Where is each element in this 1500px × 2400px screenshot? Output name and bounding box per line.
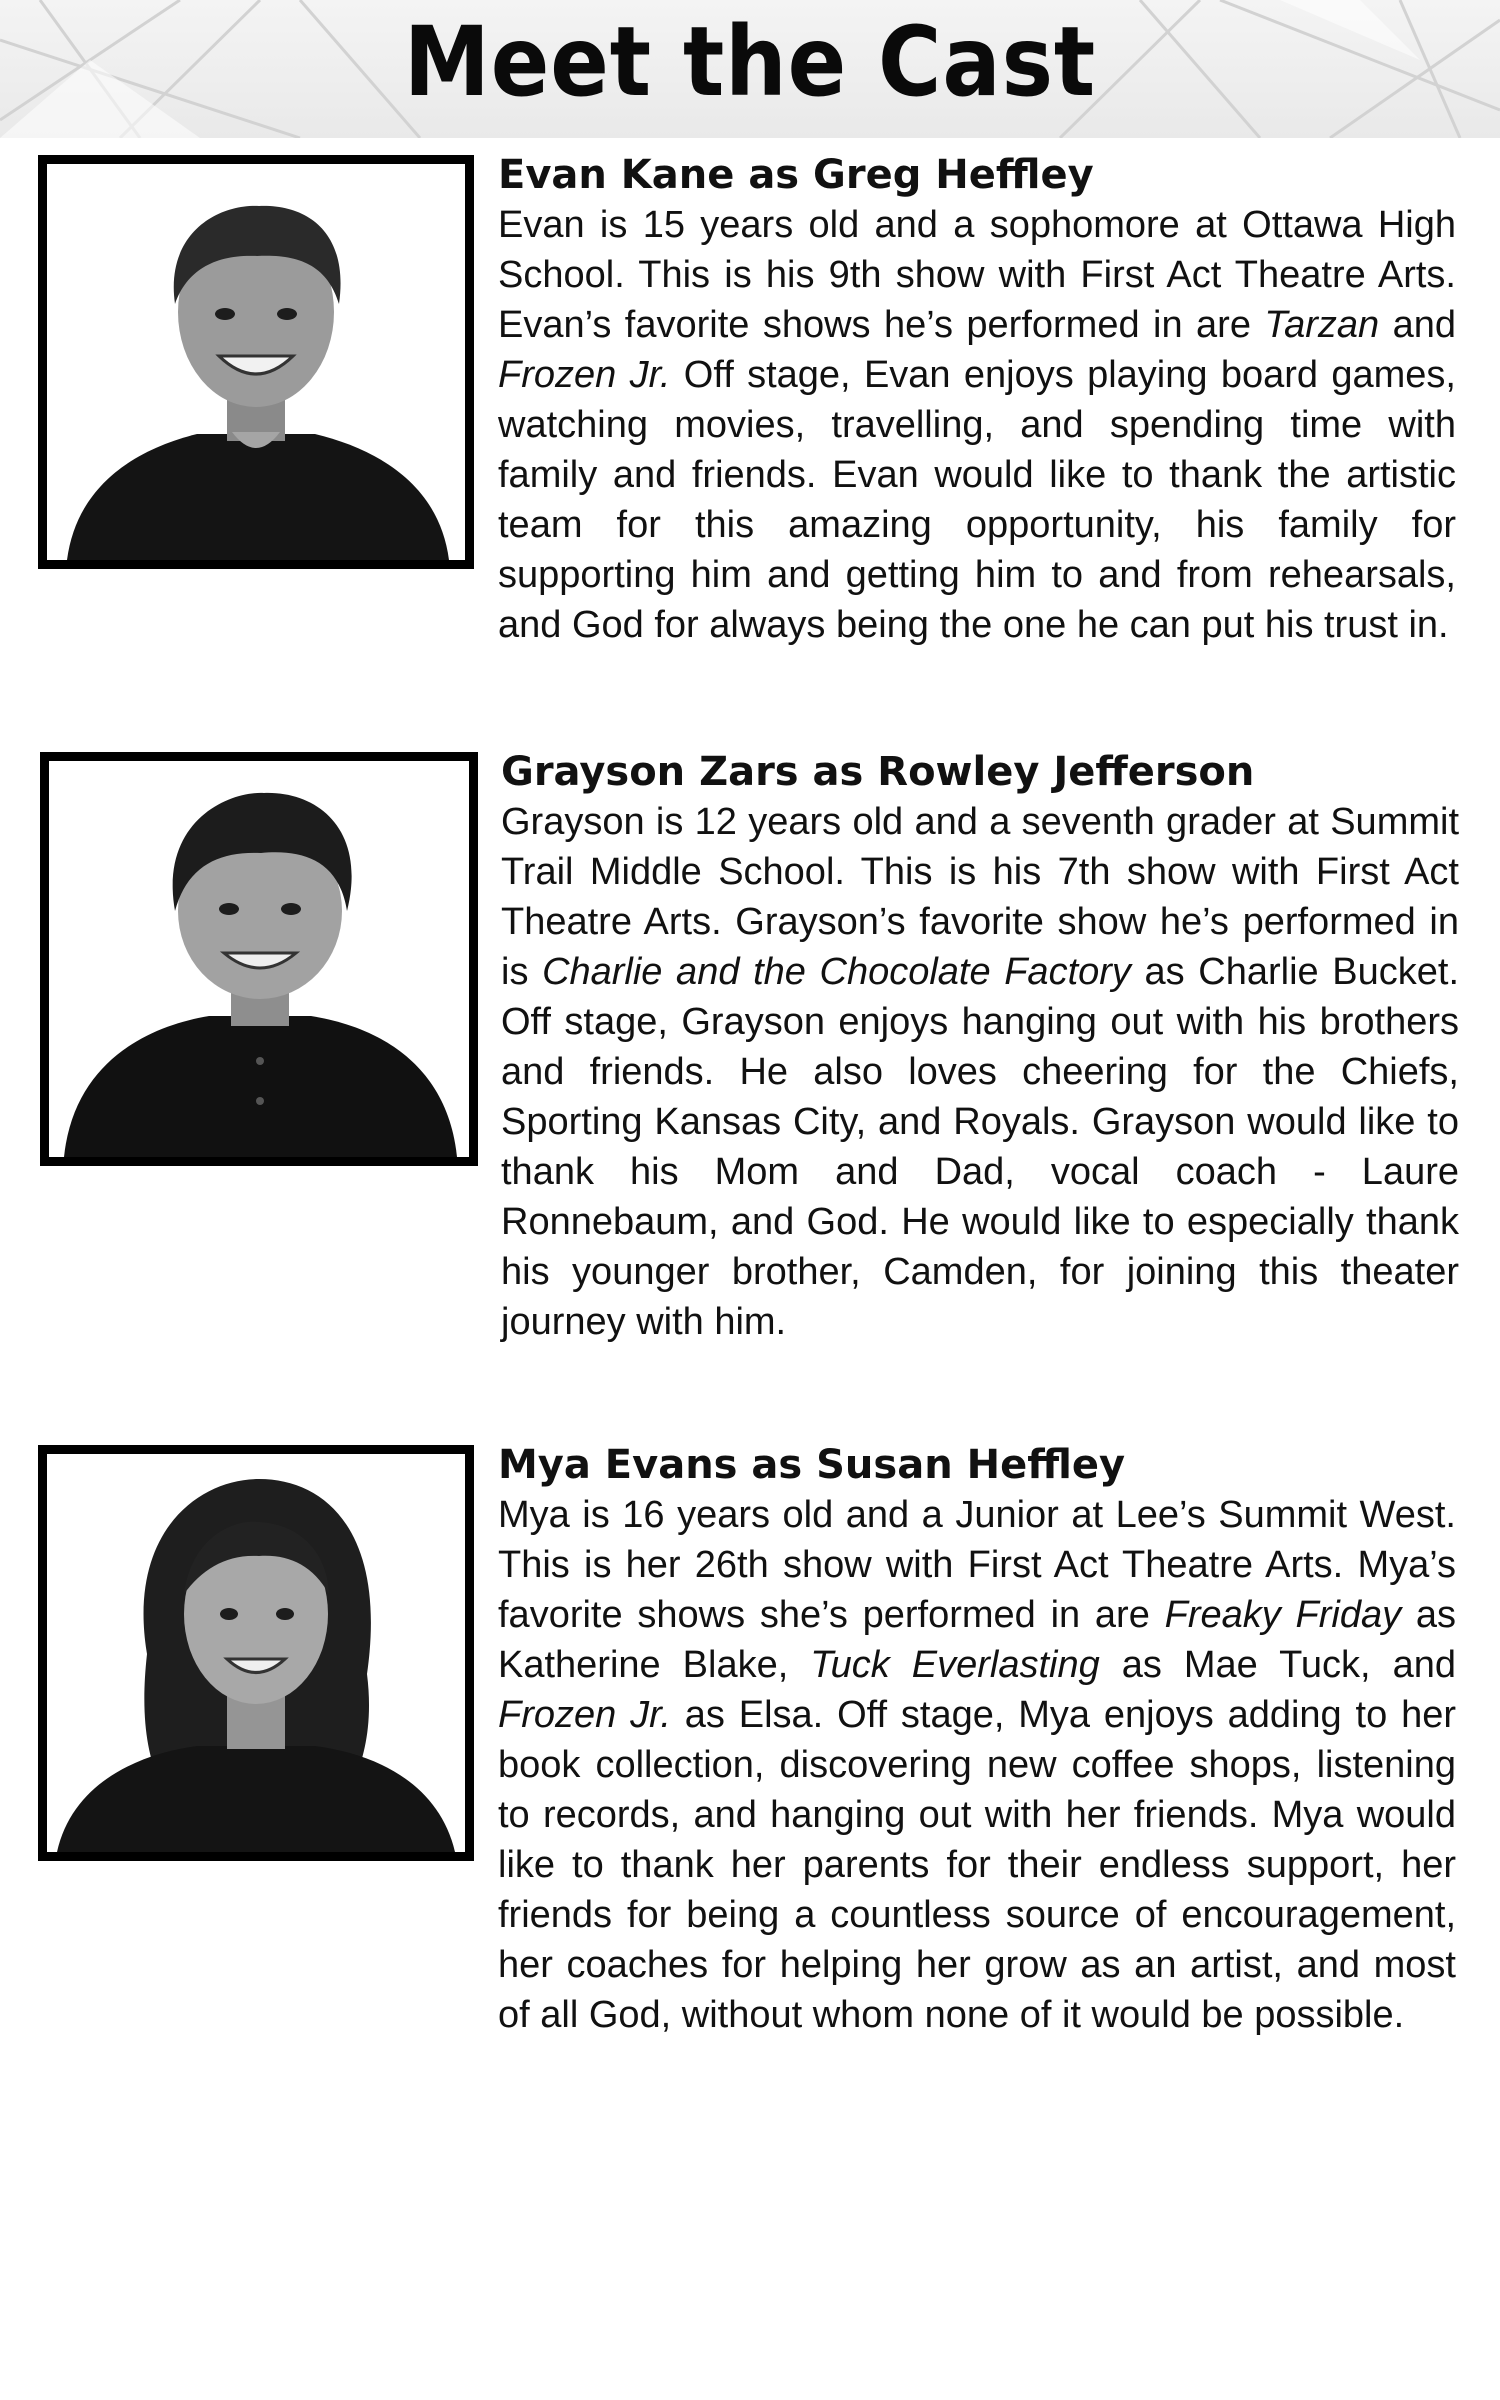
cast-photo — [40, 752, 478, 1166]
show-title: Tarzan — [1264, 304, 1380, 346]
bio-text-run: Grayson is 12 years old and a seventh grader at Summit Trail Middle School. This is his 7th show with First Act Theatre Arts. Grayson’s favorite show he’s performed in is — [501, 801, 1459, 993]
bio-text-run: as Charlie Bucket. Off stage, Grayson enjoys hanging out with his brothers and friends. He also loves cheering for the Chiefs, Sporting Kansas City, and Royals. Grayson would like to thank his Mom and Dad, vocal coach - Laure Ronnebaum, and God. He would like to especially thank his younger brother, Camden, for joining this theater journey with him. — [501, 951, 1459, 1343]
cast-bio — [498, 1440, 1456, 2040]
bio-text-run: Mya is 16 years old and a Junior at Lee’s Summit West. This is her 26th show with First Act Theatre Arts. Mya’s favorite shows she’s performed in are — [498, 1494, 1456, 1636]
bio-text-run: Off stage, Evan enjoys playing board games, watching movies, travelling, and spending time with family and friends. Evan would like to thank the artistic team for this amazing opportunity, his family for supporting him and getting him to and from rehearsals, and God for always being the one he can put his trust in. — [498, 354, 1456, 646]
cast-photo — [38, 1445, 474, 1861]
show-title: Tuck Everlasting — [810, 1644, 1100, 1686]
show-title: Charlie and the Chocolate Factory — [542, 951, 1131, 993]
bio-text-run: as Elsa. Off stage, Mya enjoys adding to her book collection, discovering new coffee shops, listening to records, and hanging out with her friends. Mya would like to thank her parents for their endless support, her friends for being a countless source of encouragement, her coaches for helping her grow as an artist, and most of all God, without whom none of it would be possible. — [498, 1694, 1456, 2036]
headshot-image — [47, 164, 465, 560]
cast-bio-text — [498, 200, 1456, 650]
show-title: Freaky Friday — [1164, 1594, 1402, 1636]
cast-bio-text — [501, 797, 1459, 1347]
page-header — [0, 0, 1500, 138]
cast-bio-text — [498, 1490, 1456, 2040]
cast-name: Evan Kane as Greg Heffley — [498, 152, 1094, 198]
show-title: Frozen Jr. — [498, 1694, 671, 1736]
cast-name: Grayson Zars as Rowley Jefferson — [501, 749, 1255, 795]
cast-photo — [38, 155, 474, 569]
headshot-image — [49, 761, 469, 1157]
cast-bio — [501, 747, 1459, 1347]
page-title: Meet the Cast — [403, 6, 1097, 118]
cast-bio — [498, 150, 1456, 650]
bio-text-run: as Mae Tuck, and — [1099, 1644, 1456, 1686]
show-title: Frozen Jr. — [498, 354, 671, 396]
bio-text-run: as Katherine Blake, — [498, 1594, 1456, 1686]
bio-text-run: and — [1379, 304, 1456, 346]
bio-text-run: Evan is 15 years old and a sophomore at Ottawa High School. This is his 9th show with First Act Theatre Arts. Evan’s favorite shows he’s performed in are — [498, 204, 1456, 346]
cast-name: Mya Evans as Susan Heffley — [498, 1442, 1126, 1488]
headshot-image — [47, 1454, 465, 1852]
